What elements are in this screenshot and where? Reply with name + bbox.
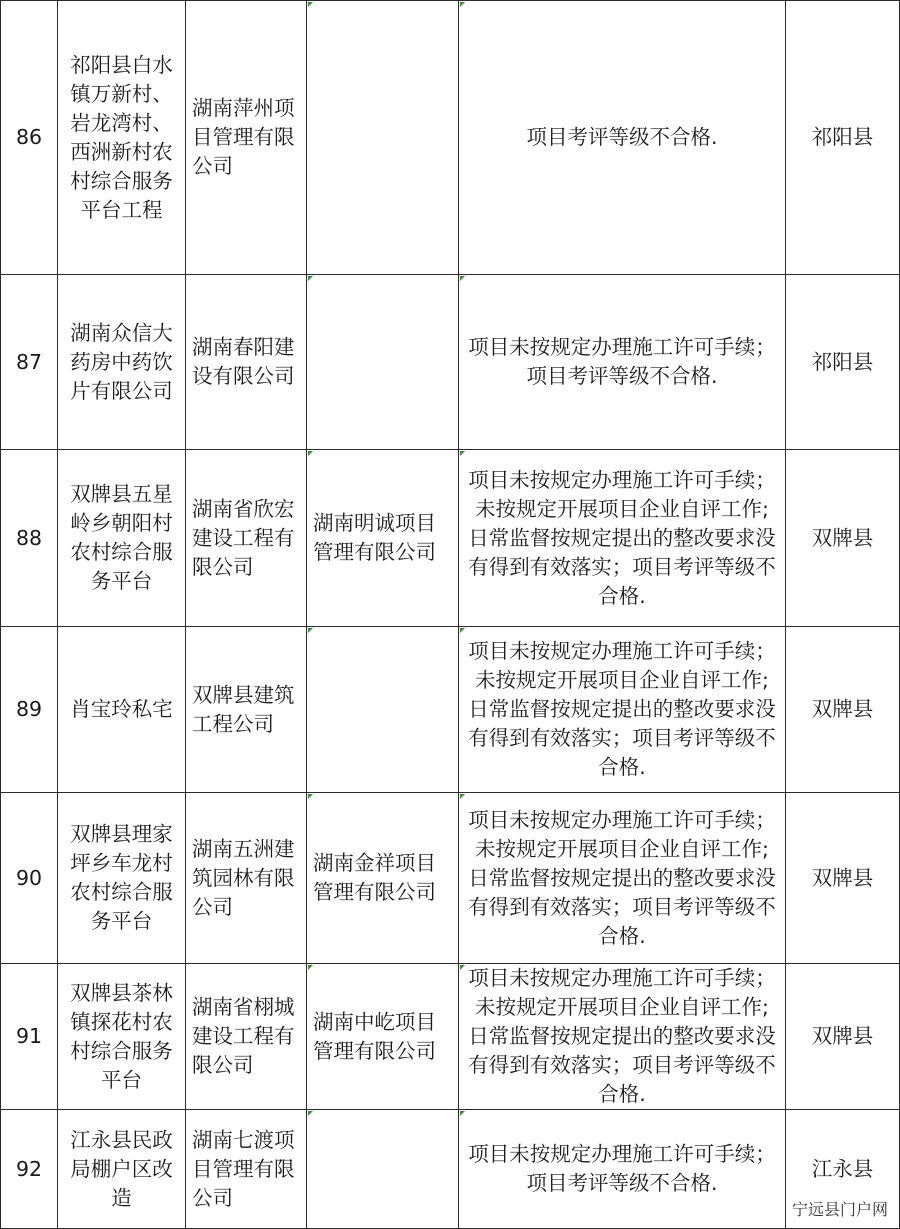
project-name: 湖南众信大药房中药饮片有限公司 [58, 275, 186, 450]
supervision-company: 湖南金祥项目管理有限公司 [307, 793, 459, 964]
county-name: 双牌县 [786, 627, 900, 793]
row-number: 92 [1, 1110, 58, 1229]
project-name: 肖宝玲私宅 [58, 627, 186, 793]
construction-company: 湖南省欣宏建设工程有限公司 [186, 450, 307, 627]
project-name: 双牌县五星岭乡朝阳村农村综合服务平台 [58, 450, 186, 627]
row-number: 87 [1, 275, 58, 450]
problem-description: 项目未按规定办理施工许可手续；项目考评等级不合格. [459, 1110, 786, 1229]
site-watermark: 宁远县门户网 [790, 1196, 890, 1221]
construction-company: 湖南七渡项目管理有限公司 [186, 1110, 307, 1229]
table-row [1, 1, 900, 275]
table-row [1, 793, 900, 964]
project-name: 江永县民政局棚户区改造 [58, 1110, 186, 1229]
problem-description: 项目未按规定办理施工许可手续；未按规定开展项目企业自评工作;日常监督按规定提出的整改要求没有得到有效落实；项目考评等级不合格. [459, 627, 786, 793]
construction-company: 湖南省栩城建设工程有限公司 [186, 964, 307, 1110]
table-row [1, 450, 900, 627]
supervision-company [307, 627, 459, 793]
row-number: 88 [1, 450, 58, 627]
project-name: 双牌县理家坪乡车龙村农村综合服务平台 [58, 793, 186, 964]
supervision-company [307, 1110, 459, 1229]
row-number: 91 [1, 964, 58, 1110]
supervision-company [307, 1, 459, 275]
row-number: 90 [1, 793, 58, 964]
table-row [1, 275, 900, 450]
supervision-company [307, 275, 459, 450]
table-row [1, 627, 900, 793]
table-row [1, 964, 900, 1110]
county-name: 双牌县 [786, 964, 900, 1110]
problem-description: 项目未按规定办理施工许可手续；项目考评等级不合格. [459, 275, 786, 450]
row-number: 86 [1, 1, 58, 275]
construction-company: 湖南萍州项目管理有限公司 [186, 1, 307, 275]
supervision-company: 湖南中屹项目管理有限公司 [307, 964, 459, 1110]
county-name: 江永县 [786, 1110, 900, 1229]
problem-description: 项目未按规定办理施工许可手续；未按规定开展项目企业自评工作;日常监督按规定提出的整改要求没有得到有效落实；项目考评等级不合格. [459, 450, 786, 627]
construction-company: 双牌县建筑工程公司 [186, 627, 307, 793]
county-name: 双牌县 [786, 450, 900, 627]
supervision-company: 湖南明诚项目管理有限公司 [307, 450, 459, 627]
table-row [1, 1110, 900, 1229]
problem-description: 项目未按规定办理施工许可手续；未按规定开展项目企业自评工作;日常监督按规定提出的整改要求没有得到有效落实；项目考评等级不合格. [459, 964, 786, 1110]
problem-description: 项目未按规定办理施工许可手续；未按规定开展项目企业自评工作;日常监督按规定提出的整改要求没有得到有效落实；项目考评等级不合格. [459, 793, 786, 964]
county-name: 双牌县 [786, 793, 900, 964]
construction-company: 湖南春阳建设有限公司 [186, 275, 307, 450]
construction-company: 湖南五洲建筑园林有限公司 [186, 793, 307, 964]
county-name: 祁阳县 [786, 275, 900, 450]
project-name: 祁阳县白水镇万新村、岩龙湾村、西洲新村农村综合服务平台工程 [58, 1, 186, 275]
row-number: 89 [1, 627, 58, 793]
problem-description: 项目考评等级不合格. [459, 1, 786, 275]
county-name: 祁阳县 [786, 1, 900, 275]
project-name: 双牌县茶林镇探花村农村综合服务平台 [58, 964, 186, 1110]
